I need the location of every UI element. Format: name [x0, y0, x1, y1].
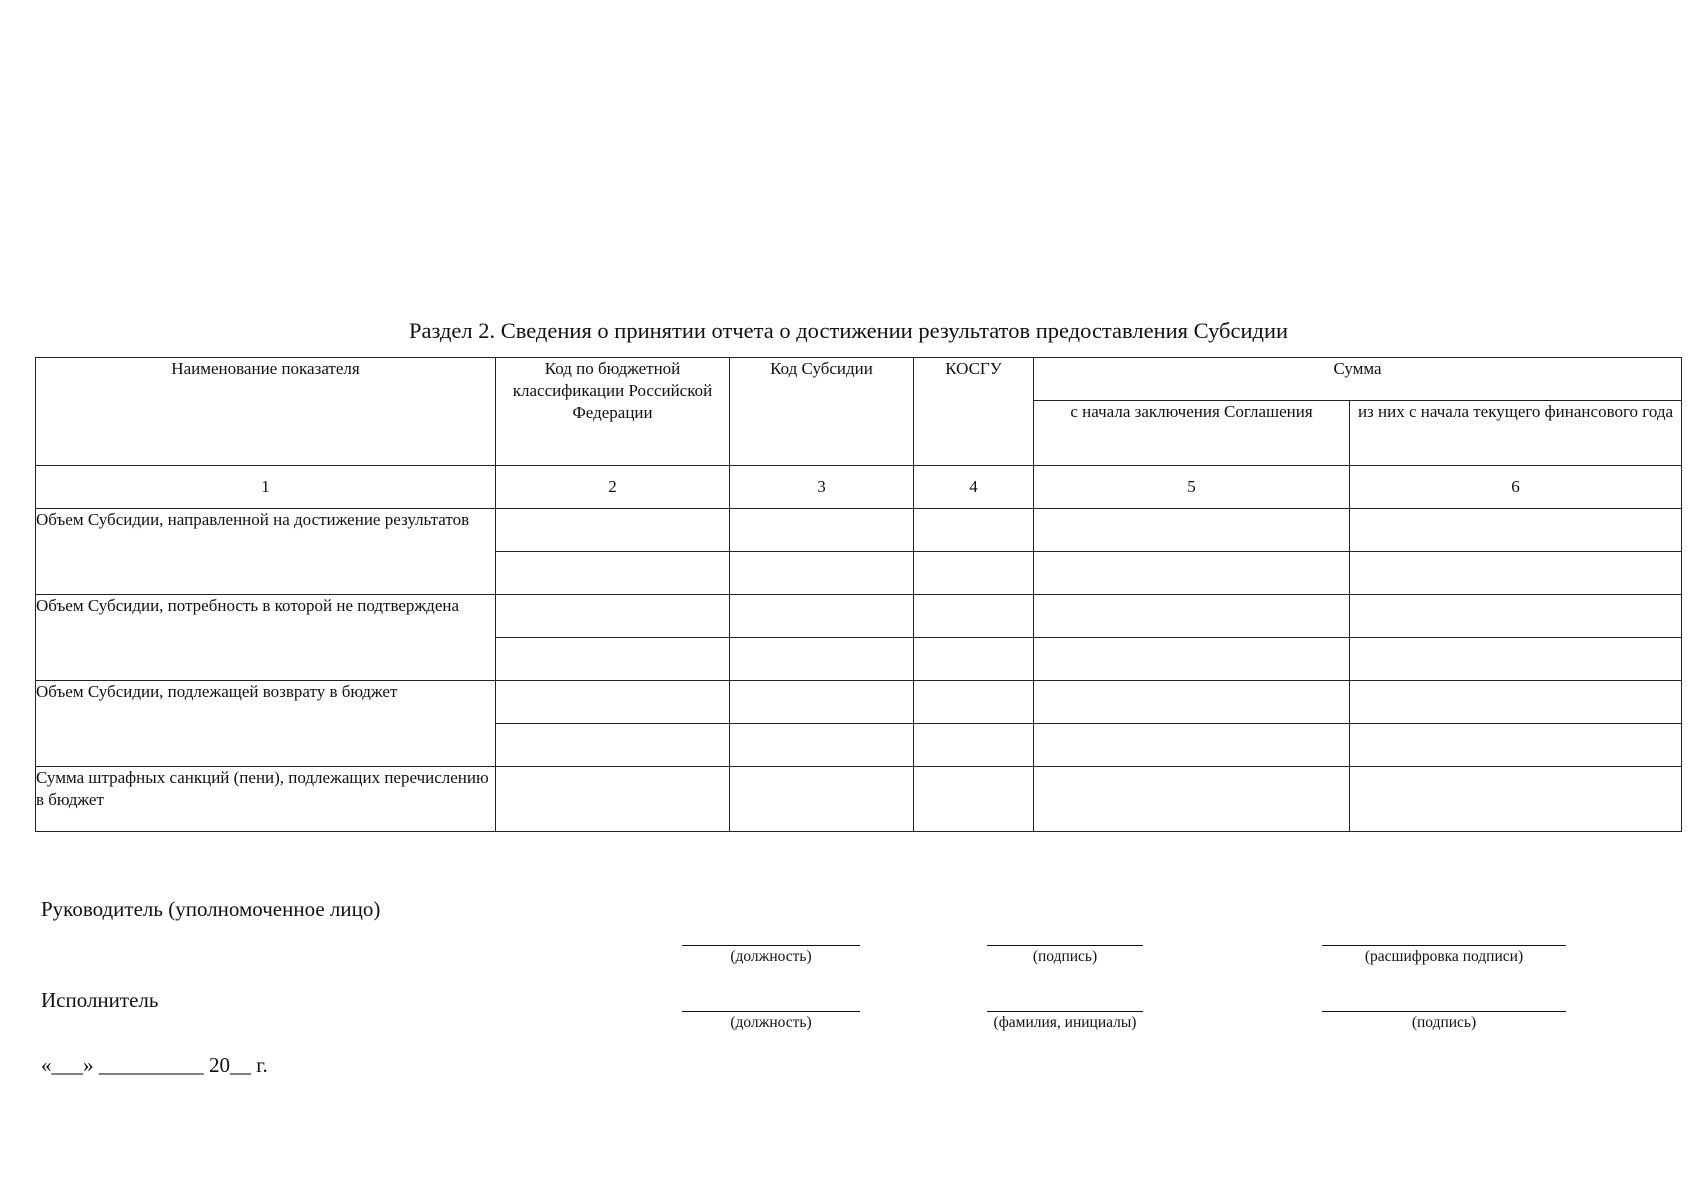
table-header-row — [36, 358, 1682, 401]
header-kosgu: КОСГУ — [914, 358, 1034, 466]
report-table — [35, 357, 1682, 832]
row-label-return-to-budget: Объем Субсидии, подлежащей возврату в бюджет — [36, 681, 496, 767]
head-position-caption: (должность) — [730, 948, 812, 965]
header-budget-code: Код по бюджетной классификации Российской Федерации — [496, 358, 730, 466]
table-row — [36, 681, 1682, 724]
table-cell[interactable] — [730, 767, 914, 832]
table-cell[interactable] — [914, 638, 1034, 681]
head-decoding-line[interactable] — [1322, 945, 1566, 946]
header-subsidy-code: Код Субсидии — [730, 358, 914, 466]
table-cell[interactable] — [1034, 724, 1350, 767]
executor-signature-caption: (подпись) — [1411, 1014, 1477, 1031]
header-indicator-name: Наименование показателя — [36, 358, 496, 466]
table-cell[interactable] — [1350, 638, 1682, 681]
column-number: 6 — [1350, 466, 1682, 509]
column-number: 3 — [730, 466, 914, 509]
column-number: 2 — [496, 466, 730, 509]
table-row — [36, 509, 1682, 552]
table-cell[interactable] — [1034, 509, 1350, 552]
executor-name-caption: (фамилия, инициалы) — [993, 1014, 1137, 1031]
table-cell[interactable] — [730, 509, 914, 552]
table-cell[interactable] — [1350, 552, 1682, 595]
executor-name-line[interactable] — [987, 1011, 1143, 1012]
table-cell[interactable] — [914, 595, 1034, 638]
date-line: «___» __________ 20__ г. — [41, 1053, 268, 1077]
table-cell[interactable] — [496, 552, 730, 595]
executor-signature-line[interactable] — [1322, 1011, 1566, 1012]
row-label-penalties: Сумма штрафных санкций (пени), подлежащих перечислению в бюджет — [36, 767, 496, 832]
table-cell[interactable] — [1034, 767, 1350, 832]
head-position-line[interactable] — [682, 945, 860, 946]
executor-position-caption: (должность) — [730, 1014, 812, 1031]
column-number: 4 — [914, 466, 1034, 509]
head-signature-caption: (подпись) — [1032, 948, 1098, 965]
table-cell[interactable] — [496, 767, 730, 832]
column-number: 5 — [1034, 466, 1350, 509]
header-sum-current-year: из них с начала текущего финансового года — [1350, 401, 1682, 466]
head-signature-label: Руководитель (уполномоченное лицо) — [41, 897, 381, 921]
table-cell[interactable] — [1034, 595, 1350, 638]
column-number-row — [36, 466, 1682, 509]
row-label-need-not-confirmed: Объем Субсидии, потребность в которой не подтверждена — [36, 595, 496, 681]
table-cell[interactable] — [1350, 509, 1682, 552]
table-row — [36, 595, 1682, 638]
header-sum: Сумма — [1034, 358, 1682, 401]
table-cell[interactable] — [496, 595, 730, 638]
table-cell[interactable] — [730, 638, 914, 681]
table-cell[interactable] — [1350, 767, 1682, 832]
table-cell[interactable] — [914, 681, 1034, 724]
table-cell[interactable] — [1350, 595, 1682, 638]
executor-position-line[interactable] — [682, 1011, 860, 1012]
table-cell[interactable] — [730, 595, 914, 638]
header-sum-from-agreement: с начала заключения Соглашения — [1034, 401, 1350, 466]
table-cell[interactable] — [730, 552, 914, 595]
table-cell[interactable] — [914, 767, 1034, 832]
table-cell[interactable] — [730, 681, 914, 724]
head-signature-line[interactable] — [987, 945, 1143, 946]
section-title: Раздел 2. Сведения о принятии отчета о достижении результатов предоставления Субсидии — [408, 318, 1289, 343]
executor-label: Исполнитель — [41, 988, 159, 1012]
table-cell[interactable] — [496, 724, 730, 767]
table-cell[interactable] — [730, 724, 914, 767]
table-cell[interactable] — [914, 724, 1034, 767]
table-cell[interactable] — [1034, 638, 1350, 681]
column-number: 1 — [36, 466, 496, 509]
table-cell[interactable] — [914, 509, 1034, 552]
table-cell[interactable] — [914, 552, 1034, 595]
table-cell[interactable] — [496, 681, 730, 724]
table-cell[interactable] — [1034, 681, 1350, 724]
table-cell[interactable] — [496, 509, 730, 552]
table-cell[interactable] — [1350, 681, 1682, 724]
table-cell[interactable] — [496, 638, 730, 681]
table-row — [36, 767, 1682, 832]
head-decoding-caption: (расшифровка подписи) — [1364, 948, 1524, 965]
table-cell[interactable] — [1350, 724, 1682, 767]
row-label-subsidy-directed: Объем Субсидии, направленной на достижение результатов — [36, 509, 496, 595]
table-cell[interactable] — [1034, 552, 1350, 595]
